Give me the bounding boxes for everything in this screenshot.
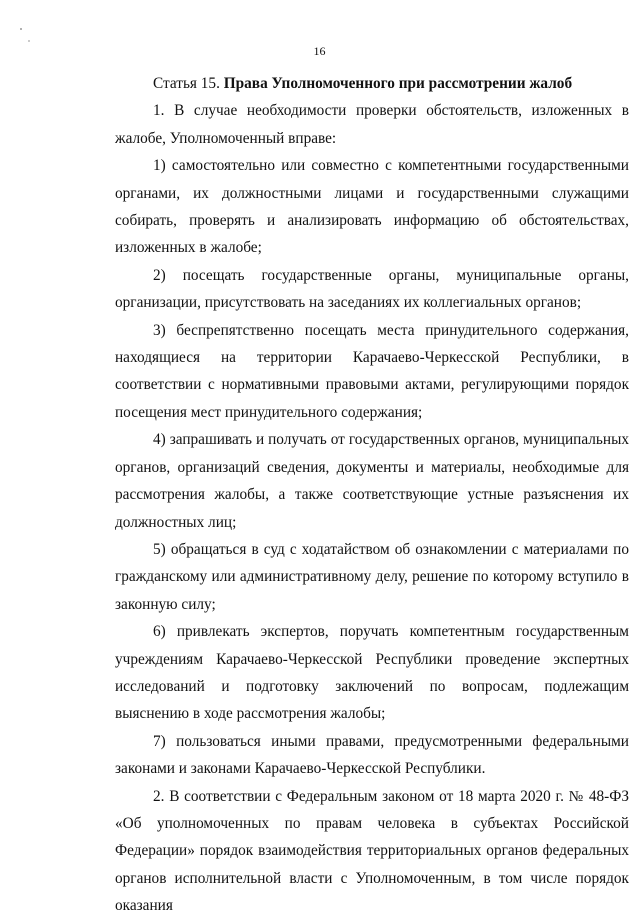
paragraph: 3) беспрепятственно посещать места принудительного содержания, находящиеся на территории Карачаево-Черкесской Республики, в соответствии с нормативными правовыми актами, регулирующими порядок посещения мест принудительного содержания; — [115, 321, 629, 421]
paragraph: 7) пользоваться иными правами, предусмотренными федеральными законами и законами Карачаево-Черкесской Республики. — [115, 732, 629, 778]
article-heading — [115, 70, 629, 97]
paragraph: 5) обращаться в суд с ходатайством об ознакомлении с материалами по гражданскому или административному делу, решение по которому вступило в законную силу; — [115, 540, 629, 613]
paragraph: 2. В соответствии с Федеральным законом от 18 марта 2020 г. № 48-ФЗ «Об уполномоченных по правам человека в субъектах Российской Федерации» порядок взаимодействия территориальных органов федеральных органов исполнительной власти с Уполномоченным, в том числе порядок оказания — [115, 787, 629, 915]
scan-speck — [28, 40, 30, 42]
document-body — [115, 70, 629, 920]
paragraph: 1. В случае необходимости проверки обстоятельств, изложенных в жалобе, Уполномоченный вправе: — [115, 102, 629, 147]
paragraph: 2) посещать государственные органы, муниципальные органы, организации, присутствовать на заседаниях их коллегиальных органов; — [115, 266, 629, 312]
article-title: Права Уполномоченного при рассмотрении жалоб — [223, 75, 573, 92]
paragraph: 6) привлекать экспертов, поручать компетентным государственным учреждениям Карачаево-Черкесской Республики проведение экспертных исследований и подготовку заключений по вопросам, подлежащим выяснению в ходе рассмотрения жалобы; — [115, 623, 629, 723]
article-label: Статья 15. — [153, 75, 220, 92]
page-number: 16 — [313, 44, 326, 58]
paragraph: 1) самостоятельно или совместно с компетентными государственными органами, их должностными лицами и государственными служащими собирать, проверять и анализировать информацию об обстоятельствах, изложенных в жалобе; — [115, 157, 629, 257]
scan-speck — [20, 28, 22, 30]
paragraph: 4) запрашивать и получать от государственных органов, муниципальных органов, организаций сведения, документы и материалы, необходимые для рассмотрения жалобы, а также соответствующие устные разъяснения их должностных лиц; — [115, 431, 629, 531]
